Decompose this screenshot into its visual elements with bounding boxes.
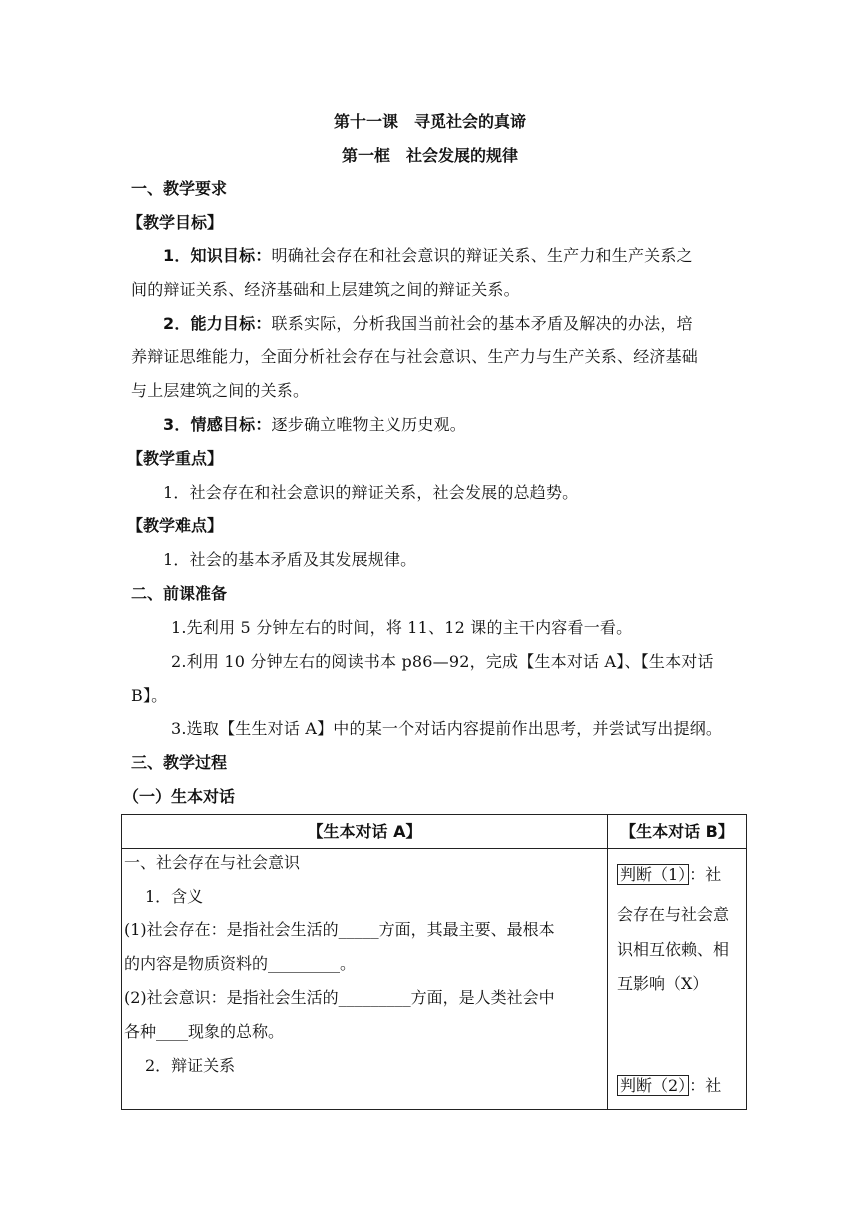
a-text: 各种 bbox=[124, 1022, 157, 1041]
goal3-line bbox=[163, 414, 466, 436]
prep-item2-line1: 2.利用 10 分钟左右的阅读书本 p86—92，完成【生本对话 A】、【生本对话 bbox=[171, 652, 714, 671]
goal2-label: 2．能力目标： bbox=[163, 314, 272, 333]
a-line-meaning: 1．含义 bbox=[145, 887, 204, 906]
b-text: ：社 bbox=[689, 1076, 722, 1095]
a-line-consciousness-def bbox=[124, 987, 555, 1009]
goal1-line1 bbox=[163, 245, 693, 267]
section3-heading: 三、教学过程 bbox=[131, 753, 228, 772]
a-line-dialectical: 2．辩证关系 bbox=[145, 1056, 236, 1075]
b-judge2-line bbox=[617, 1075, 721, 1097]
goal1-line2: 间的辩证关系、经济基础和上层建筑之间的辩证关系。 bbox=[131, 280, 520, 299]
b-line3: 识相互依赖、相 bbox=[617, 940, 730, 959]
goal2-line3: 与上层建筑之间的关系。 bbox=[131, 381, 310, 400]
goals-heading: 【教学目标】 bbox=[127, 213, 224, 232]
frame-title: 第一框 社会发展的规律 bbox=[341, 146, 518, 165]
a-line-social-existence: 一、社会存在与社会意识 bbox=[124, 853, 301, 872]
goal1-label: 1．知识目标： bbox=[163, 246, 272, 265]
header-dialog-a: 【生本对话 A】 bbox=[122, 815, 608, 849]
goal2-text: 联系实际，分析我国当前社会的基本矛盾及解决的办法，培 bbox=[271, 314, 693, 333]
dialog-b-cell bbox=[608, 849, 747, 1110]
table-header-row bbox=[122, 815, 747, 849]
dialog-table bbox=[121, 814, 747, 1110]
lesson-title: 第十一课 寻觅社会的真谛 bbox=[333, 112, 526, 131]
judge1-box: 判断（1） bbox=[617, 864, 689, 885]
table-body-row bbox=[122, 849, 747, 1110]
goal2-line1 bbox=[163, 313, 693, 335]
goal2-line2: 养辩证思维能力，全面分析社会存在与社会意识、生产力与生产关系、经济基础 bbox=[131, 347, 699, 366]
a-text: 。 bbox=[340, 954, 357, 973]
a-text: (1)社会存在：是指社会生活的 bbox=[124, 920, 339, 939]
section2-heading: 二、前课准备 bbox=[131, 584, 228, 603]
a-line-material bbox=[124, 953, 356, 975]
difficult-heading: 【教学难点】 bbox=[127, 516, 224, 535]
goal1-text: 明确社会存在和社会意识的辩证关系、生产力和生产关系之 bbox=[271, 246, 693, 265]
goal3-text: 逐步确立唯物主义历史观。 bbox=[271, 415, 466, 434]
b-line4: 互影响（X） bbox=[617, 974, 709, 993]
section1-heading: 一、教学要求 bbox=[131, 179, 228, 198]
a-line-existence-def bbox=[124, 919, 555, 941]
fill-blank[interactable]: _________ bbox=[268, 954, 341, 973]
fill-blank[interactable]: _________ bbox=[338, 988, 411, 1007]
a-text: (2)社会意识：是指社会生活的 bbox=[124, 988, 339, 1007]
a-line-phenomena bbox=[124, 1021, 284, 1043]
judge2-box: 判断（2） bbox=[617, 1075, 689, 1096]
prep-item1: 1.先利用 5 分钟左右的时间，将 11、12 课的主干内容看一看。 bbox=[171, 618, 633, 637]
b-line2: 会存在与社会意 bbox=[617, 905, 730, 924]
key-heading: 【教学重点】 bbox=[127, 449, 224, 468]
fill-blank[interactable]: ____ bbox=[156, 1022, 189, 1041]
a-text: 的内容是物质资料的 bbox=[124, 954, 269, 973]
section3-subheading: （一）生本对话 bbox=[123, 787, 236, 806]
dialog-a-cell bbox=[122, 849, 608, 1110]
b-judge1-line bbox=[617, 864, 721, 886]
a-text: 方面，其最主要、最根本 bbox=[378, 920, 555, 939]
b-text: ：社 bbox=[689, 865, 722, 884]
a-text: 方面，是人类社会中 bbox=[410, 988, 555, 1007]
fill-blank[interactable]: _____ bbox=[338, 920, 379, 939]
difficult-point: 1．社会的基本矛盾及其发展规律。 bbox=[163, 550, 417, 569]
goal3-label: 3．情感目标： bbox=[163, 415, 272, 434]
prep-item2-line2: B】。 bbox=[131, 686, 168, 705]
prep-item3: 3.选取【生生对话 A】中的某一个对话内容提前作出思考，并尝试写出提纲。 bbox=[171, 719, 723, 738]
header-dialog-b: 【生本对话 B】 bbox=[608, 815, 747, 849]
key-point: 1．社会存在和社会意识的辩证关系，社会发展的总趋势。 bbox=[163, 483, 579, 502]
a-text: 现象的总称。 bbox=[188, 1022, 285, 1041]
